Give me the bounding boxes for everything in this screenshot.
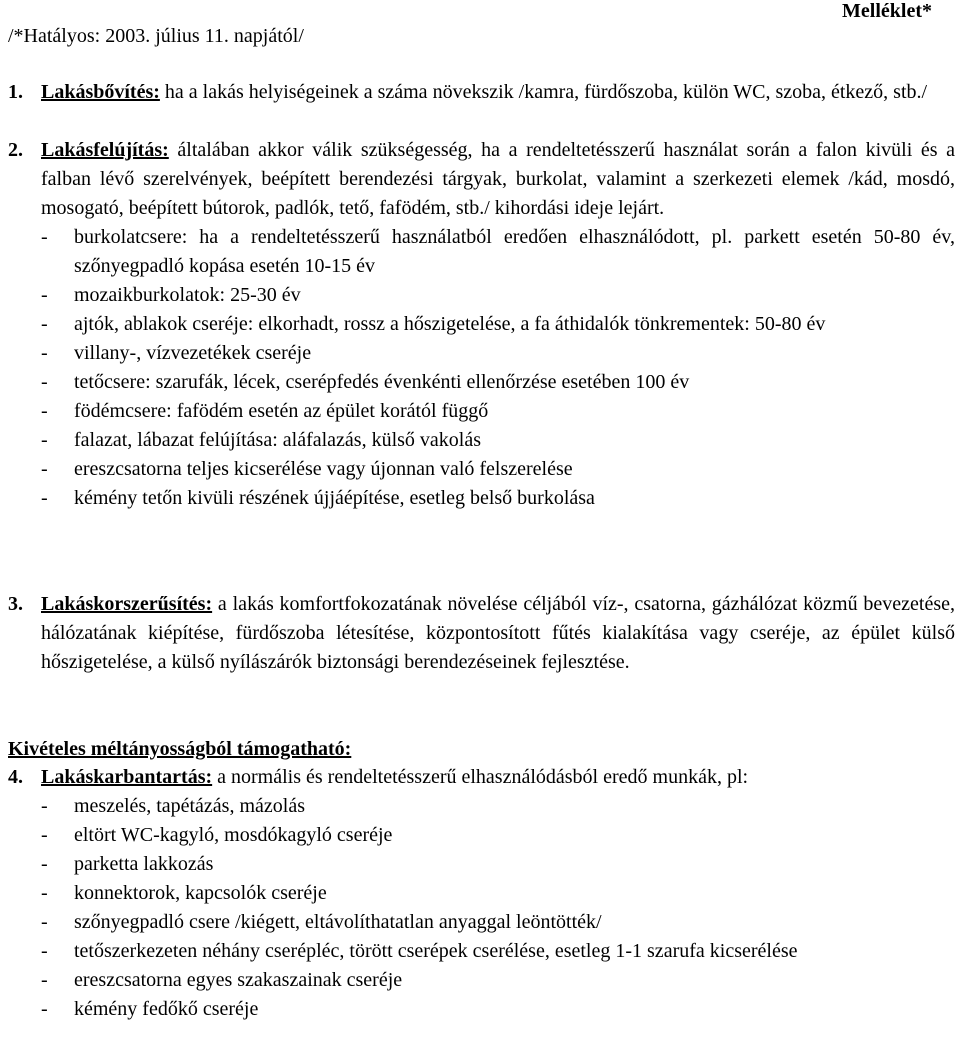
item-4-text: a normális és rendeltetésszerű elhasználódásból eredő munkák, pl: bbox=[212, 766, 749, 788]
list-item-text: konnektorok, kapcsolók cseréje bbox=[74, 882, 327, 904]
list-item-text: meszelés, tapétázás, mázolás bbox=[74, 795, 305, 817]
list-item bbox=[41, 339, 955, 368]
item-2-term: Lakásfelújítás: bbox=[41, 139, 169, 161]
list-item-text: kémény fedőkő cseréje bbox=[74, 998, 259, 1020]
list-item bbox=[41, 368, 955, 397]
exception-heading-row bbox=[8, 735, 955, 764]
list-item-text: tetőszerkezeten néhány cserépléc, törött cserépek cserélése, esetleg 1-1 szarufa kicserélése bbox=[74, 940, 798, 962]
list-item bbox=[41, 310, 955, 339]
exception-heading: Kivételes méltányosságból támogatható: bbox=[8, 738, 352, 760]
item-3-text: a lakás komfortfokozatának növelése céljából víz-, csatorna, gázhálózat közmű bevezetése, hálózatának kiépítése, fürdőszoba létesítése, központosított fűtés kialakítása vagy cseréje, az épület külső hőszigetelése, a külső nyílászárók biztonsági berendezéseinek fejlesztése. bbox=[41, 593, 955, 673]
list-item-text: parketta lakkozás bbox=[74, 853, 214, 875]
item-3-content bbox=[41, 590, 955, 677]
list-item-text: tetőcsere: szarufák, lécek, cserépfedés évenkénti ellenőrzése esetében 100 év bbox=[74, 371, 690, 393]
bullet-dash: - bbox=[41, 911, 48, 933]
list-item-text: eltört WC-kagyló, mosdókagyló cseréje bbox=[74, 824, 393, 846]
item-1 bbox=[8, 78, 955, 107]
item-1-content bbox=[41, 78, 955, 107]
item-1-number: 1. bbox=[8, 81, 23, 103]
bullet-dash: - bbox=[41, 400, 48, 422]
bullet-dash: - bbox=[41, 940, 48, 962]
annex-label: Melléklet* bbox=[842, 0, 932, 22]
bullet-dash: - bbox=[41, 226, 48, 248]
effective-date-line: /*Hatályos: 2003. július 11. napjától/ bbox=[8, 25, 304, 47]
item-4-number: 4. bbox=[8, 766, 23, 788]
bullet-dash: - bbox=[41, 998, 48, 1020]
item-2-bullet-list bbox=[41, 223, 955, 513]
list-item bbox=[41, 995, 955, 1024]
bullet-dash: - bbox=[41, 969, 48, 991]
list-item bbox=[41, 484, 955, 513]
bullet-dash: - bbox=[41, 458, 48, 480]
bullet-dash: - bbox=[41, 882, 48, 904]
list-item bbox=[41, 281, 955, 310]
list-item bbox=[41, 223, 955, 281]
list-item bbox=[41, 850, 955, 879]
list-item bbox=[41, 821, 955, 850]
list-item-text: födémcsere: fafödém esetén az épület korától függő bbox=[74, 400, 489, 422]
list-item bbox=[41, 397, 955, 426]
bullet-dash: - bbox=[41, 429, 48, 451]
list-item-text: villany-, vízvezetékek cseréje bbox=[74, 342, 312, 364]
list-item-text: ereszcsatorna egyes szakaszainak cseréje bbox=[74, 969, 403, 991]
list-item-text: falazat, lábazat felújítása: aláfalazás, külső vakolás bbox=[74, 429, 482, 451]
bullet-dash: - bbox=[41, 487, 48, 509]
list-item-text: ereszcsatorna teljes kicserélése vagy újonnan való felszerelése bbox=[74, 458, 573, 480]
bullet-dash: - bbox=[41, 853, 48, 875]
bullet-dash: - bbox=[41, 284, 48, 306]
bullet-dash: - bbox=[41, 371, 48, 393]
item-3 bbox=[8, 590, 955, 677]
item-2-text: általában akkor válik szükségesség, ha a rendeltetésszerű használat során a falon kivüli és a falban lévő szerelvények, beépített berendezési tárgyak, burkolat, valamint a szerkezeti elemek /kád, mosdó, mosogató, beépített bútorok, padlók, tető, fafödém, stb./ kihordási ideje lejárt. bbox=[41, 139, 955, 219]
item-4-bullet-list bbox=[41, 792, 955, 1024]
list-item-text: ajtók, ablakok cseréje: elkorhadt, rossz a hőszigetelése, a fa áthidalók tönkrementek: 50-80 év bbox=[74, 313, 826, 335]
list-item-text: kémény tetőn kivüli részének újjáépítése, esetleg belső burkolása bbox=[74, 487, 595, 509]
item-1-text: ha a lakás helyiségeinek a száma növekszik /kamra, fürdőszoba, külön WC, szoba, étkező, stb./ bbox=[159, 81, 928, 103]
list-item-text: mozaikburkolatok: 25-30 év bbox=[74, 284, 301, 306]
bullet-dash: - bbox=[41, 795, 48, 817]
list-item bbox=[41, 455, 955, 484]
document-header bbox=[8, 0, 932, 48]
item-4-content bbox=[41, 763, 955, 1024]
list-item bbox=[41, 908, 955, 937]
list-item-text: burkolatcsere: ha a rendeltetésszerű használatból eredően elhasználódott, pl. parkett esetén 50-80 év, szőnyegpadló kopása esetén 10-15 év bbox=[74, 226, 955, 277]
list-item-text: szőnyegpadló csere /kiégett, eltávolíthatatlan anyaggal leöntötték/ bbox=[74, 911, 602, 933]
bullet-dash: - bbox=[41, 342, 48, 364]
item-2-content bbox=[41, 136, 955, 513]
list-item bbox=[41, 426, 955, 455]
bullet-dash: - bbox=[41, 824, 48, 846]
item-3-term: Lakáskorszerűsítés: bbox=[41, 593, 213, 615]
list-item bbox=[41, 792, 955, 821]
list-item bbox=[41, 966, 955, 995]
item-2 bbox=[8, 136, 955, 513]
list-item bbox=[41, 937, 955, 966]
item-4-term: Lakáskarbantartás: bbox=[41, 766, 213, 788]
item-1-term: Lakásbővítés: bbox=[41, 81, 160, 103]
bullet-dash: - bbox=[41, 313, 48, 335]
item-2-number: 2. bbox=[8, 139, 23, 161]
item-3-number: 3. bbox=[8, 593, 23, 615]
list-item bbox=[41, 879, 955, 908]
item-4 bbox=[8, 763, 955, 1024]
